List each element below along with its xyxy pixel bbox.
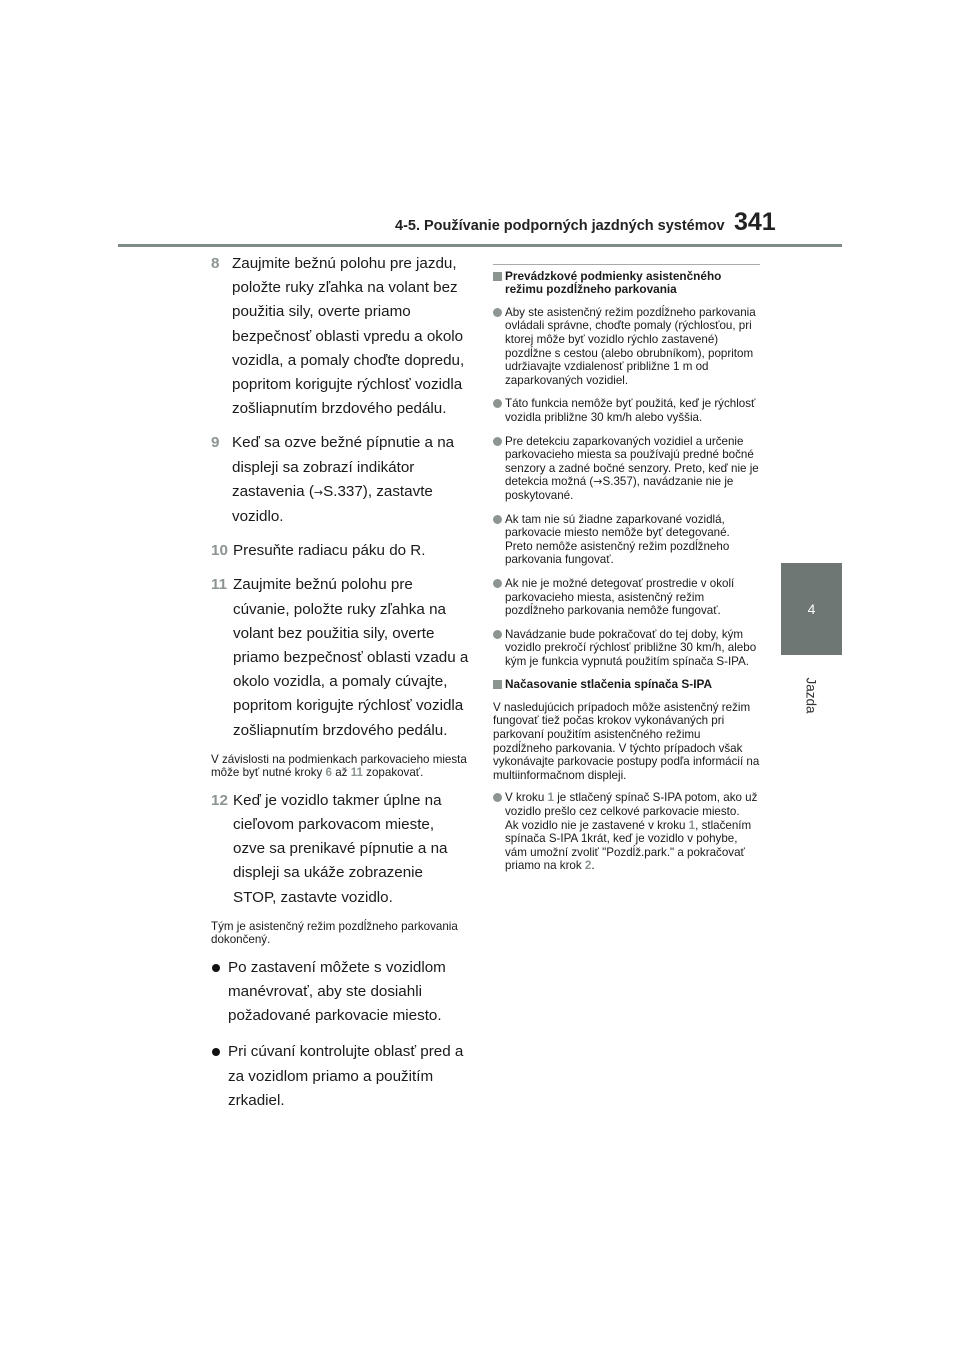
condition-item bbox=[493, 628, 760, 669]
step-text: Presuňte radiacu páku do R. bbox=[233, 542, 426, 560]
bullet-text: Po zastavení môžete s vozidlom manévrovať, aby ste dosiahli požadované parkovacie miesto. bbox=[228, 958, 446, 1025]
step-ref: 6 bbox=[325, 765, 332, 779]
step-number: 10 bbox=[211, 542, 228, 560]
condition-text: Ak nie je možné detegovať prostredie v okolí parkovacieho miesta, asistenčný režim pozdĺžneho parkovania nemôže fungovať. bbox=[505, 576, 735, 618]
step-ref: 11 bbox=[350, 765, 363, 779]
section-divider bbox=[493, 264, 760, 265]
note-text: až bbox=[332, 765, 351, 779]
bullet-icon bbox=[212, 1048, 220, 1056]
circle-bullet-icon bbox=[493, 630, 502, 639]
page-ref-arrow-icon: → bbox=[593, 475, 603, 489]
step-8 bbox=[211, 252, 469, 421]
circle-bullet-icon bbox=[493, 437, 502, 446]
step-9 bbox=[211, 431, 469, 529]
step-text: Keď je vozidlo takmer úplne na cieľovom parkovacom mieste, ozve sa prenikavé pípnutie a na displeji sa ukáže zobrazenie STOP, zastavte vozidlo. bbox=[233, 791, 448, 906]
circle-bullet-icon bbox=[493, 308, 502, 317]
step-ref: 1 bbox=[688, 818, 696, 832]
condition-item bbox=[493, 435, 760, 503]
condition-text: Pre detekciu zaparkovaných vozidiel a určenie parkovacieho miesta sa používajú predné bočné senzory a zadné bočné senzory. Preto, keď nie je detekcia možná ( bbox=[505, 434, 759, 489]
left-column bbox=[211, 252, 469, 1125]
step-text: Zaujmite bežnú polohu pre cúvanie, položte ruky zľahka na volant bez použitia sily, overte priamo bezpečnosť oblasti vzadu a okolo vozidla, a pomaly cúvajte, popritom korigujte rýchlosť vozidla zošliapnutím brzdového pedálu. bbox=[233, 576, 469, 739]
step-10 bbox=[211, 539, 469, 563]
step-number: 8 bbox=[211, 255, 220, 272]
circle-bullet-icon bbox=[493, 793, 502, 802]
section-heading bbox=[493, 270, 760, 297]
condition-text: Navádzanie bude pokračovať do tej doby, kým vozidlo prekročí rýchlosť približne 30 km/h, alebo kým je funkcia vypnutá použitím spínača S-IPA. bbox=[505, 627, 757, 668]
bullet-item bbox=[211, 1040, 469, 1113]
condition-text: Aby ste asistenčný režim pozdĺžneho parkovania ovládali správne, choďte pomaly (rýchlosťou, pri ktorej môže byť vozidlo rýchlo zastavené) pozdĺžne s cestou (alebo obrubníkom), popritom udržiavajte vzdialenosť približne 1 m od zaparkovaných vozidiel. bbox=[505, 305, 756, 387]
section-heading-text: Načasovanie stlačenia spínača S-IPA bbox=[505, 677, 712, 692]
timing-text: je stlačený spínač S-IPA potom, ako už vozidlo prešlo cez celkové parkovacie miesto. bbox=[505, 791, 758, 819]
condition-item bbox=[493, 577, 760, 618]
step-text: S.337), zastavte vozidlo. bbox=[232, 482, 433, 526]
circle-bullet-icon bbox=[493, 399, 502, 408]
step-number: 9 bbox=[211, 434, 220, 452]
step-ref: 2 bbox=[584, 859, 592, 873]
page-number: 341 bbox=[734, 208, 776, 236]
bullet-item bbox=[211, 956, 469, 1029]
square-bullet-icon bbox=[493, 272, 502, 281]
bullet-icon bbox=[212, 964, 220, 972]
page-ref-arrow-icon: → bbox=[313, 485, 324, 499]
section-heading bbox=[493, 678, 760, 691]
bullet-text: Pri cúvaní kontrolujte oblasť pred a za vozidlom priamo a použitím zrkadiel. bbox=[228, 1043, 464, 1109]
step-ref: 1 bbox=[547, 791, 554, 805]
condition-item bbox=[493, 397, 760, 424]
timing-text: V kroku bbox=[505, 791, 548, 805]
circle-bullet-icon bbox=[493, 579, 502, 588]
section-title: 4-5. Používanie podporných jazdných systémov bbox=[395, 218, 725, 234]
timing-item bbox=[493, 791, 760, 873]
condition-item bbox=[493, 513, 760, 567]
note-text: V závislosti na podmienkach parkovacieho miesta môže byť nutné kroky bbox=[211, 752, 467, 779]
condition-text: Táto funkcia nemôže byť použitá, keď je rýchlosť vozidla približne 30 km/h alebo vyššia. bbox=[505, 397, 756, 424]
step-12 bbox=[211, 789, 469, 910]
section-paragraph: V nasledujúcich prípadoch môže asistenčný režim fungovať tiež počas krokov vykonávaných pri parkovaní použitím asistenčného režimu pozdĺžneho parkovania. V týchto prípadoch však vykonávajte parkovacie postupy podľa informácií na multiinformačnom displeji. bbox=[493, 700, 760, 782]
chapter-label bbox=[781, 665, 842, 725]
right-column bbox=[493, 264, 760, 883]
note-text: zopakovať. bbox=[362, 765, 424, 779]
timing-text: . bbox=[591, 859, 595, 873]
condition-text: S.357), navádzanie nie je poskytované. bbox=[505, 475, 734, 502]
condition-item bbox=[493, 306, 760, 388]
timing-text: , stlačením spínača S-IPA 1krát, keď je vozidlo v pohybe, vám umožní zvoliť "Pozdĺž.park." a pokračovať priamo na krok bbox=[505, 818, 752, 873]
step-number: 12 bbox=[211, 791, 228, 809]
step-number: 11 bbox=[211, 576, 228, 594]
completion-note: Tým je asistenčný režim pozdĺžneho parkovania dokončený. bbox=[211, 919, 458, 946]
step-11 bbox=[211, 573, 469, 742]
chapter-tab[interactable]: 4 bbox=[781, 563, 842, 655]
repeat-steps-note bbox=[211, 753, 469, 779]
header-rule bbox=[118, 244, 842, 247]
step-text: Keď sa ozve bežné pípnutie a na displeji sa zobrazí indikátor zastavenia ( bbox=[232, 434, 455, 500]
timing-text: Ak vozidlo nie je zastavené v kroku bbox=[505, 818, 689, 832]
section-heading-text: Prevádzkové podmienky asistenčného režimu pozdĺžneho parkovania bbox=[505, 269, 722, 297]
chapter-label-text: Jazda bbox=[804, 676, 819, 714]
circle-bullet-icon bbox=[493, 515, 502, 524]
square-bullet-icon bbox=[493, 680, 502, 689]
condition-text: Ak tam nie sú žiadne zaparkované vozidlá, parkovacie miesto nemôže byť detegované. Preto nemôže asistenčný režim pozdĺžneho parkovania fungovať. bbox=[505, 512, 730, 567]
step-text: Zaujmite bežnú polohu pre jazdu, položte ruky zľahka na volant bez použitia sily, overte priamo bezpečnosť oblasti vpredu a okolo vozidla, a pomaly choďte dopredu, popritom korigujte rýchlosť vozidla zošliapnutím brzdového pedálu. bbox=[232, 255, 465, 418]
